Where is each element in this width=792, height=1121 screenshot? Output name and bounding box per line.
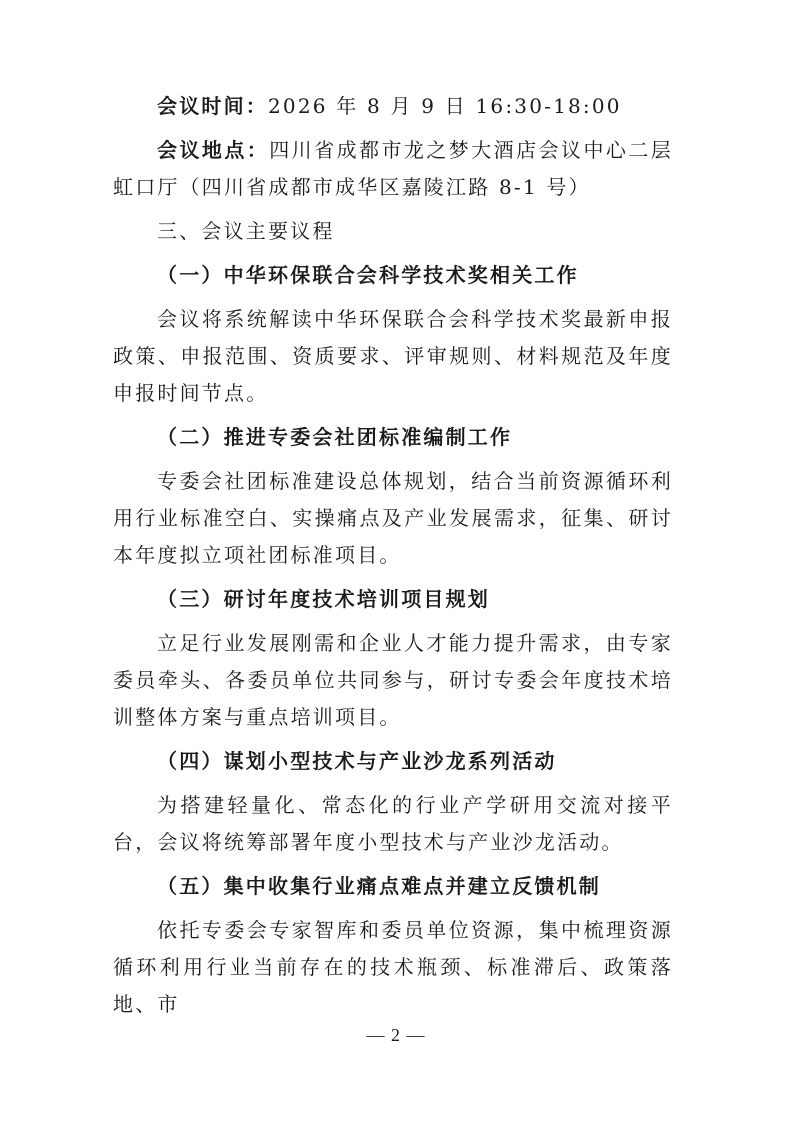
agenda-heading-4: （四）谋划小型技术与产业沙龙系列活动 [157,749,557,773]
agenda-heading-5: （五）集中收集行业痛点难点并建立反馈机制 [157,874,601,898]
meeting-time-label: 会议时间： [157,94,268,118]
meeting-time-value: 2026 年 8 月 9 日 16:30-18:00 [268,94,622,118]
section-title: 三、会议主要议程 [157,219,335,243]
agenda-body-1: 会议将系统解读中华环保联合会科学技术奖最新申报政策、申报范围、资质要求、评审规则、材料规范及年度申报时间节点。 [113,307,673,405]
meeting-time [113,88,673,125]
agenda-heading-1: （一）中华环保联合会科学技术奖相关工作 [157,263,579,287]
agenda-body-4: 为搭建轻量化、常态化的行业产学研用交流对接平台，会议将统筹部署年度小型技术与产业沙龙活动。 [113,793,673,854]
agenda-heading-2: （二）推进专委会社团标准编制工作 [157,425,513,449]
meeting-place-value: 四川省成都市龙之梦大酒店会议中心二层虹口厅（四川省成都市成华区嘉陵江路 8-1 号） [113,138,673,199]
agenda-body-2: 专委会社团标准建设总体规划，结合当前资源循环利用行业标准空白、实操痛点及产业发展需求，征集、研讨本年度拟立项社团标准项目。 [113,469,673,567]
agenda-heading-3: （三）研讨年度技术培训项目规划 [157,587,490,611]
meeting-place-label: 会议地点： [157,138,270,162]
page-number: — 2 — [366,1025,426,1045]
meeting-place [113,132,673,206]
document-body [113,88,673,1030]
agenda-body-3: 立足行业发展刚需和企业人才能力提升需求，由专家委员牵头、各委员单位共同参与，研讨专委会年度技术培训整体方案与重点培训项目。 [113,631,673,729]
agenda-body-5: 依托专委会专家智库和委员单位资源，集中梳理资源循环利用行业当前存在的技术瓶颈、标准滞后、政策落地、市 [113,918,673,1016]
